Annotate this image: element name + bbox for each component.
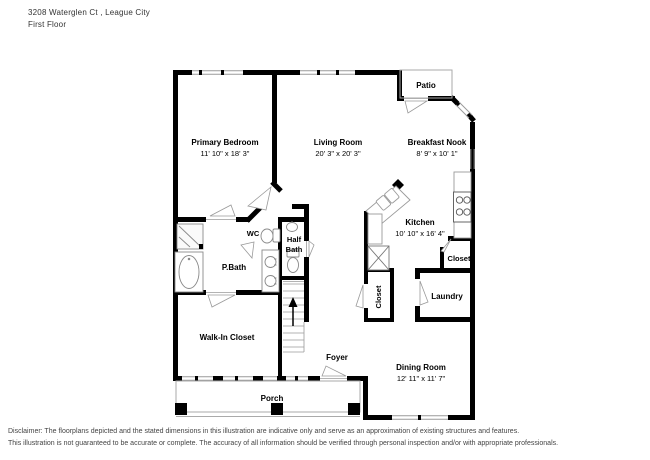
label-kitchen-closet: Closet	[447, 254, 471, 263]
walk-in-closet-door	[208, 295, 235, 307]
dims-primary-bedroom: 11' 10" x 18' 3"	[200, 149, 250, 158]
dims-dining-room: 12' 11" x 11' 7"	[396, 374, 446, 383]
label-hall-closet: Closet	[374, 285, 383, 309]
room-labels	[191, 81, 471, 403]
bedroom-door	[248, 187, 271, 210]
half-bath-sink	[287, 221, 298, 232]
floor-label: First Floor	[28, 20, 67, 29]
stove-counter	[454, 172, 472, 238]
kitchen-closet-door	[441, 239, 451, 252]
label-foyer: Foyer	[326, 353, 348, 362]
vanity-sinks	[262, 250, 279, 292]
label-primary-bedroom: Primary Bedroom	[191, 138, 259, 147]
disclaimer-line2: This illustration is not guaranteed to be accurate or complete. The accuracy of all information should be verified through personal inspection and/or with appropriate professionals.	[8, 440, 559, 447]
label-breakfast-nook: Breakfast Nook	[407, 138, 467, 147]
label-wc: WC	[246, 229, 260, 238]
patio-door	[405, 101, 427, 113]
primary-bath-door	[210, 205, 235, 216]
porch-post	[271, 403, 283, 415]
half-bath-door	[309, 241, 314, 257]
porch-post	[175, 403, 187, 415]
wc-toilet	[261, 229, 280, 243]
label-laundry: Laundry	[431, 292, 463, 301]
label-primary-bath: P.Bath	[221, 263, 247, 272]
front-door	[322, 366, 346, 376]
label-living-room: Living Room	[313, 138, 363, 147]
dims-kitchen: 10' 10" x 16' 4"	[395, 229, 445, 238]
label-patio: Patio	[416, 81, 436, 90]
label-half-bath-2: Bath	[285, 245, 303, 254]
bathtub	[175, 252, 203, 292]
staircase	[283, 282, 304, 353]
wc-door	[241, 242, 254, 258]
hall-closet-door	[356, 285, 363, 308]
label-half-bath-1: Half	[286, 235, 302, 244]
stairs-up-arrow	[289, 297, 298, 326]
label-walk-in-closet: Walk-In Closet	[199, 333, 255, 342]
shower	[177, 224, 203, 249]
label-dining-room: Dining Room	[396, 363, 446, 372]
dims-breakfast-nook: 8' 9" x 10' 1"	[416, 149, 458, 158]
laundry-door	[420, 281, 428, 305]
refrigerator	[368, 246, 389, 270]
porch-post	[348, 403, 360, 415]
disclaimer-line1: Disclaimer: The floorplans depicted and the stated dimensions in this illustration are indicative only and serve as an approximation of existing structures and features.	[8, 428, 520, 435]
address-text: 3208 Waterglen Ct , League City	[28, 8, 150, 17]
label-porch: Porch	[260, 394, 284, 403]
label-kitchen: Kitchen	[405, 218, 435, 227]
dims-living-room: 20' 3" x 20' 3"	[315, 149, 361, 158]
kitchen-counter	[368, 214, 382, 244]
